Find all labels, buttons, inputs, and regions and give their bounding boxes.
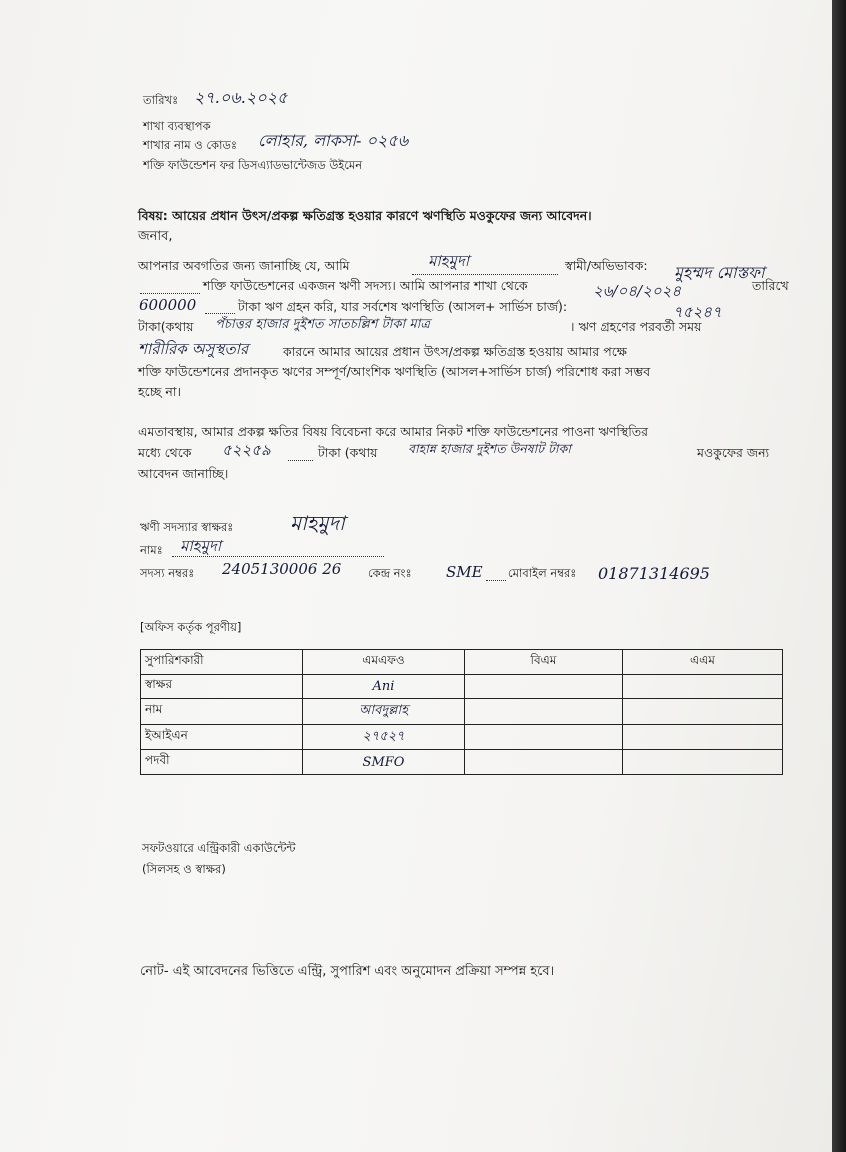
para2-text-b: মধ্যে থেকে: [138, 445, 192, 460]
office-row-designation: [141, 750, 783, 775]
para1-text-f: টাকা(কথায়: [138, 319, 194, 334]
am-ein-cell: [623, 724, 783, 750]
office-row-ein: [141, 724, 783, 750]
bm-signature-cell: [465, 674, 623, 699]
office-table-header-row: [141, 650, 783, 675]
loan-amount: 600000: [139, 296, 197, 314]
member-no: 2405130006 26: [222, 560, 342, 578]
para2-text-d: মওকুফের জন্য: [697, 445, 770, 460]
member-name-field-line: [172, 556, 384, 557]
member-name-value: মাহমুদা: [180, 537, 222, 555]
member-name: মাহমুদা: [428, 252, 470, 270]
office-row-name: [141, 699, 783, 725]
para1-text-c: শক্তি ফাউন্ডেশনের একজন ঋণী সদস্য। আমি আপনার শাখা থেকে: [203, 278, 528, 293]
office-row-label: নাম: [141, 699, 303, 725]
para2-text-c: টাকা (কথায়: [318, 445, 378, 460]
outstanding-words: পঁচাত্তর হাজার দুইশত সাতচল্লিশ টাকা মাত্র: [215, 317, 430, 332]
member-name-line: [412, 274, 558, 275]
branch-value: লোহার, লাকসা- ০২৫৬: [258, 131, 409, 150]
loan-date: ২৬/০৪/২০২৪: [593, 282, 682, 300]
manager-label: শাখা ব্যবস্থাপক: [143, 119, 211, 133]
para2-text-a: এমতাবস্থায়, আমার প্রকল্প ক্ষতির বিষয় বিবেচনা করে আমার নিকট শক্তি ফাউন্ডেশনের পাওনা ঋণস্থিতির: [138, 424, 649, 439]
org-label: শক্তি ফাউন্ডেশন ফর ডিসএ্যাডভান্টেজড উইমেন: [143, 158, 363, 172]
bm-designation-cell: [465, 750, 623, 775]
waiver-words: বাহান্ন হাজার দুইশত উনষাট টাকা: [408, 441, 571, 456]
mfo-designation: SMFO: [303, 750, 465, 775]
center-label: কেন্দ্র নংঃ: [368, 566, 412, 580]
para1-text-h: কারনে আমার আয়ের প্রধান উৎস/প্রকল্প ক্ষতিগ্রস্ত হওয়ায় আমার পক্ষে: [283, 344, 627, 359]
mfo-name: আবদুল্লাহ: [303, 699, 465, 725]
center-no: SME: [446, 563, 483, 581]
office-table: [140, 649, 783, 775]
waiver-amount-line: [288, 460, 313, 461]
am-designation-cell: [623, 750, 783, 775]
para1-text-g: । ঋণ গ্রহণের পরবর্তী সময়: [570, 319, 702, 334]
para1-text-i: শক্তি ফাউন্ডেশনের প্রদানকৃত ঋণের সম্পূর্ণ/আংশিক ঋণস্থিতি (আসল+সার্ভিস চার্জ) পরিশোধ করা সম্ভব: [138, 364, 651, 379]
footer-note: নোট- এই আবেদনের ভিত্তিতে এন্ট্রি, সুপারিশ এবং অনুমোদন প্রক্রিয়া সম্পন্ন হবে।: [140, 964, 555, 979]
center-no-line: [486, 580, 506, 581]
office-row-label: স্বাক্ষর: [141, 674, 303, 699]
para1-text-e: টাকা ঋণ গ্রহন করি, যার সর্বশেষ ঋণস্থিতি (আসল+ সার্ভিস চার্জ):: [238, 299, 568, 314]
am-name-cell: [623, 699, 783, 725]
office-row-signature: [141, 674, 783, 699]
para2-text-e: আবেদন জানাচ্ছি।: [138, 466, 229, 481]
para1-text-b: স্বামী/অভিভাবক:: [565, 258, 648, 273]
bm-name-cell: [465, 699, 623, 725]
member-signature-label: ঋণী সদস্যার স্বাক্ষরঃ: [140, 520, 234, 534]
member-no-label: সদস্য নম্বরঃ: [140, 566, 195, 580]
office-col-bm: বিএম: [465, 650, 623, 675]
para1-text-d: তারিখে: [752, 278, 789, 293]
mobile-label: মোবাইল নম্বরঃ: [508, 566, 577, 580]
page-edge-shadow: [832, 0, 846, 1152]
loan-amount-line: [205, 313, 235, 314]
accountant-line2: (সিলসহ ও স্বাক্ষর): [142, 862, 226, 876]
office-heading: [অফিস কর্তৃক পূরণীয়]: [140, 620, 242, 634]
waiver-amount: ৫২২৫৯: [222, 441, 271, 459]
office-col-recommender: সুপারিশকারী: [141, 650, 303, 675]
office-row-label: ইআইএন: [141, 724, 303, 750]
mfo-signature: Ani: [303, 674, 465, 699]
para1-text-j: হচ্ছে না।: [138, 384, 181, 399]
date-label: তারিখঃ: [143, 93, 179, 107]
salutation: জনাব,: [138, 229, 173, 244]
am-signature-cell: [623, 674, 783, 699]
accountant-line1: সফটওয়ারে এন্ট্রিকারী একাউন্টেন্ট: [142, 841, 296, 855]
mfo-ein: ২৭৫২৭: [303, 724, 465, 750]
member-name-label: নামঃ: [140, 543, 163, 557]
branch-label: শাখার নাম ও কোডঃ: [143, 138, 238, 152]
outstanding-amount: ৭৫২৪৭: [673, 303, 722, 321]
office-col-am: এএম: [623, 650, 783, 675]
para1-text-a: আপনার অবগতির জন্য জানাচ্ছি যে, আমি: [138, 258, 350, 273]
office-row-label: পদবী: [141, 750, 303, 775]
bm-ein-cell: [465, 724, 623, 750]
date-value: ২৭.০৬.২০২৫: [194, 88, 288, 107]
subject: বিষয়: আয়ের প্রধান উৎস/প্রকল্প ক্ষতিগ্রস্ত হওয়ার কারণে ঋণস্থিতি মওকুফের জন্য আবেদন।: [138, 208, 592, 223]
mobile-number: 01871314695: [598, 564, 710, 583]
guardian-continue-line: [140, 293, 200, 294]
office-col-mfo: এমএফও: [303, 650, 465, 675]
member-signature: মাহমুদা: [290, 511, 345, 535]
reason-text: শারীরিক অসুস্থতার: [138, 340, 249, 358]
guardian-name: মুহম্মদ মোস্তফা: [674, 263, 765, 282]
